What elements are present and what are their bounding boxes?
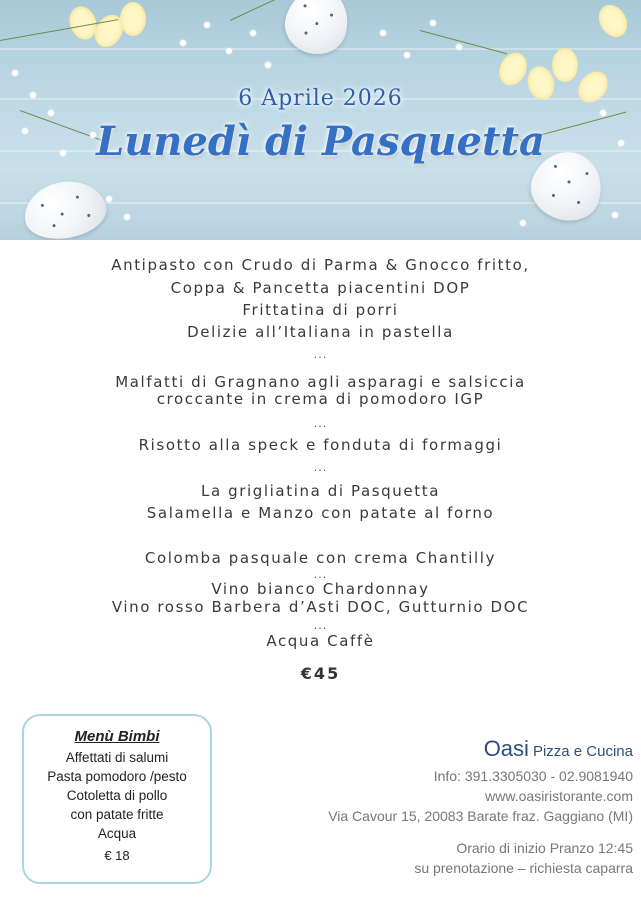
menu-line: Risotto alla speck e fonduta di formaggi (138, 436, 503, 454)
event-date: 6 Aprile 2026 (238, 86, 403, 111)
kids-menu-price: € 18 (104, 848, 130, 863)
menu-separator: ... (313, 417, 328, 430)
restaurant-subtitle: Pizza e Cucina (532, 743, 633, 760)
address-info: Via Cavour 15, 20083 Barate fraz. Gaggiano (MI) (328, 808, 633, 824)
kids-menu-item: Affettati di salumi (65, 750, 169, 765)
menu-line: Frittatina di porri (242, 301, 399, 319)
menu-separator: ... (313, 461, 328, 474)
kids-menu-box (22, 714, 212, 884)
menu-line: Salamella e Manzo con patate al forno (146, 504, 495, 522)
lunch-time-info: Orario di inizio Pranzo 12:45 (456, 840, 633, 856)
easter-egg-icon (279, 0, 356, 61)
menu-separator: ... (313, 568, 328, 581)
phone-info: Info: 391.3305030 - 02.9081940 (433, 768, 633, 784)
menu-line: Delizie all’Italiana in pastella (187, 323, 454, 341)
menu-separator: ... (313, 348, 328, 361)
website-link[interactable]: www.oasiristorante.com (485, 788, 633, 804)
easter-egg-icon (20, 175, 110, 240)
menu-line: Antipasto con Crudo di Parma & Gnocco fritto, (111, 256, 530, 274)
kids-menu-item: con patate fritte (70, 807, 164, 822)
restaurant-name: Oasi (483, 736, 529, 761)
menu-line: Coppa & Pancetta piacentini DOP (170, 279, 471, 297)
menu-line: La grigliatina di Pasquetta (201, 482, 440, 500)
menu-line: Malfatti di Gragnano agli asparagi e salsiccia (115, 373, 526, 391)
event-title: Lunedì di Pasquetta (96, 118, 545, 165)
kids-menu-title: Menù Bimbi (74, 728, 160, 745)
menu-line: Vino rosso Barbera d’Asti DOC, Gutturnio DOC (111, 598, 530, 616)
kids-menu-item: Cotoletta di pollo (66, 788, 168, 803)
kids-menu-item: Acqua (97, 826, 137, 841)
menu-line: Acqua Caffè (266, 632, 375, 650)
menu-line: Colomba pasquale con crema Chantilly (144, 549, 497, 567)
menu-line: Vino bianco Chardonnay (211, 580, 430, 598)
restaurant-brand (484, 736, 633, 762)
kids-menu-item: Pasta pomodoro /pesto (47, 769, 187, 784)
menu-price: €45 (300, 664, 341, 683)
menu-separator: ... (313, 619, 328, 632)
booking-note: su prenotazione – richiesta caparra (414, 860, 633, 876)
menu-line: croccante in crema di pomodoro IGP (156, 390, 485, 408)
header-banner (0, 0, 641, 240)
